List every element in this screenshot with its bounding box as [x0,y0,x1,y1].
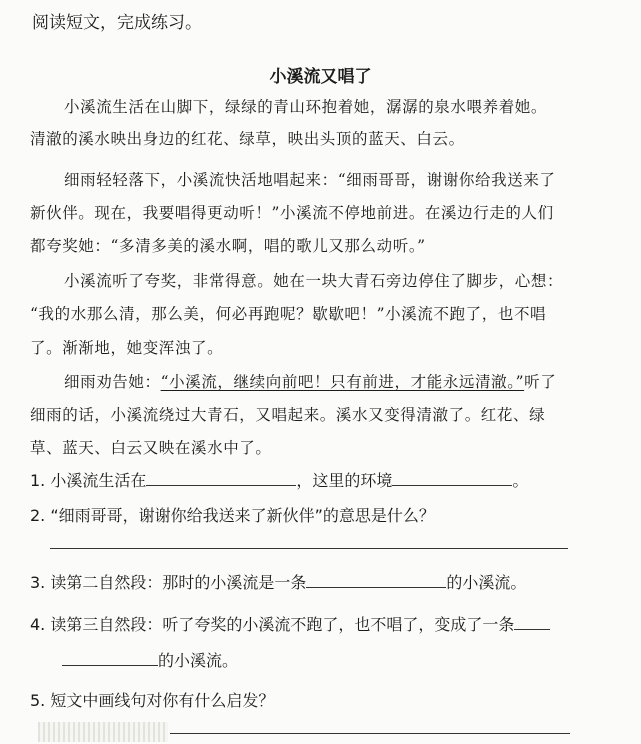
answer-blank[interactable] [392,471,512,486]
passage-line: 细雨的话，小溪流绕过大青石，又唱起来。溪水又变得清澈了。红花、绿 [30,406,546,424]
question-text: 。 [512,471,529,490]
question-4 [30,612,550,635]
answer-blank[interactable] [146,471,296,486]
answer-line[interactable] [170,733,570,734]
passage-line: 草、蓝天、白云又映在溪水中了。 [30,439,272,457]
answer-blank[interactable] [62,651,158,666]
question-3 [30,570,526,593]
question-1 [30,468,528,491]
passage-line: 清澈的溪水映出身边的红花、绿草，映出头顶的蓝天、白云。 [30,130,465,148]
question-text: 1. 小溪流生活在 [30,471,147,490]
passage-line: 都夸奖她：“多清多美的溪水啊，唱的歌儿又那么动听。” [30,237,426,255]
question-text: ，这里的环境 [296,471,393,490]
passage-line: 新伙伴。现在，我要唱得更动听！”小溪流不停地前进。在溪边行走的人们 [30,204,554,222]
underlined-sentence: “小溪流，继续向前吧！只有前进，才能永远清澈。” [160,373,525,391]
passage-text: 细雨劝告她： [64,373,161,391]
question-4-cont [62,648,238,671]
answer-blank[interactable] [514,615,550,630]
question-text: 的小溪流。 [446,573,527,592]
question-2: 2. “细雨哥哥，谢谢你给我送来了新伙伴”的意思是什么？ [30,506,435,525]
answer-line[interactable] [50,548,568,549]
question-text: 的小溪流。 [158,651,239,670]
question-text: 4. 读第三自然段：听了夸奖的小溪流不跑了，也不唱了，变成了一条 [30,615,515,634]
passage-line: 小溪流生活在山脚下，绿绿的青山环抱着她，潺潺的泉水喂养着她。 [64,98,548,116]
passage-line: 小溪流听了夸奖，非常得意。她在一块大青石旁边停住了脚步，心想： [64,272,564,290]
passage-line: “我的水那么清，那么美，何必再跑呢？歇歇吧！”小溪流不跑了，也不唱 [30,305,547,323]
instruction: 阅读短文，完成练习。 [32,13,202,33]
answer-blank[interactable] [306,573,446,588]
passage-text: 听了 [524,373,557,391]
question-text: 3. 读第二自然段：那时的小溪流是一条 [30,573,307,592]
print-smudge [38,722,168,742]
passage-line: 了。渐渐地，她变浑浊了。 [30,339,224,357]
passage-line [64,370,556,392]
passage-title: 小溪流又唱了 [269,67,372,87]
question-5: 5. 短文中画线句对你有什么启发？ [30,691,275,710]
passage-line: 细雨轻轻落下，小溪流快活地唱起来：“细雨哥哥，谢谢你给我送来了 [64,171,556,189]
